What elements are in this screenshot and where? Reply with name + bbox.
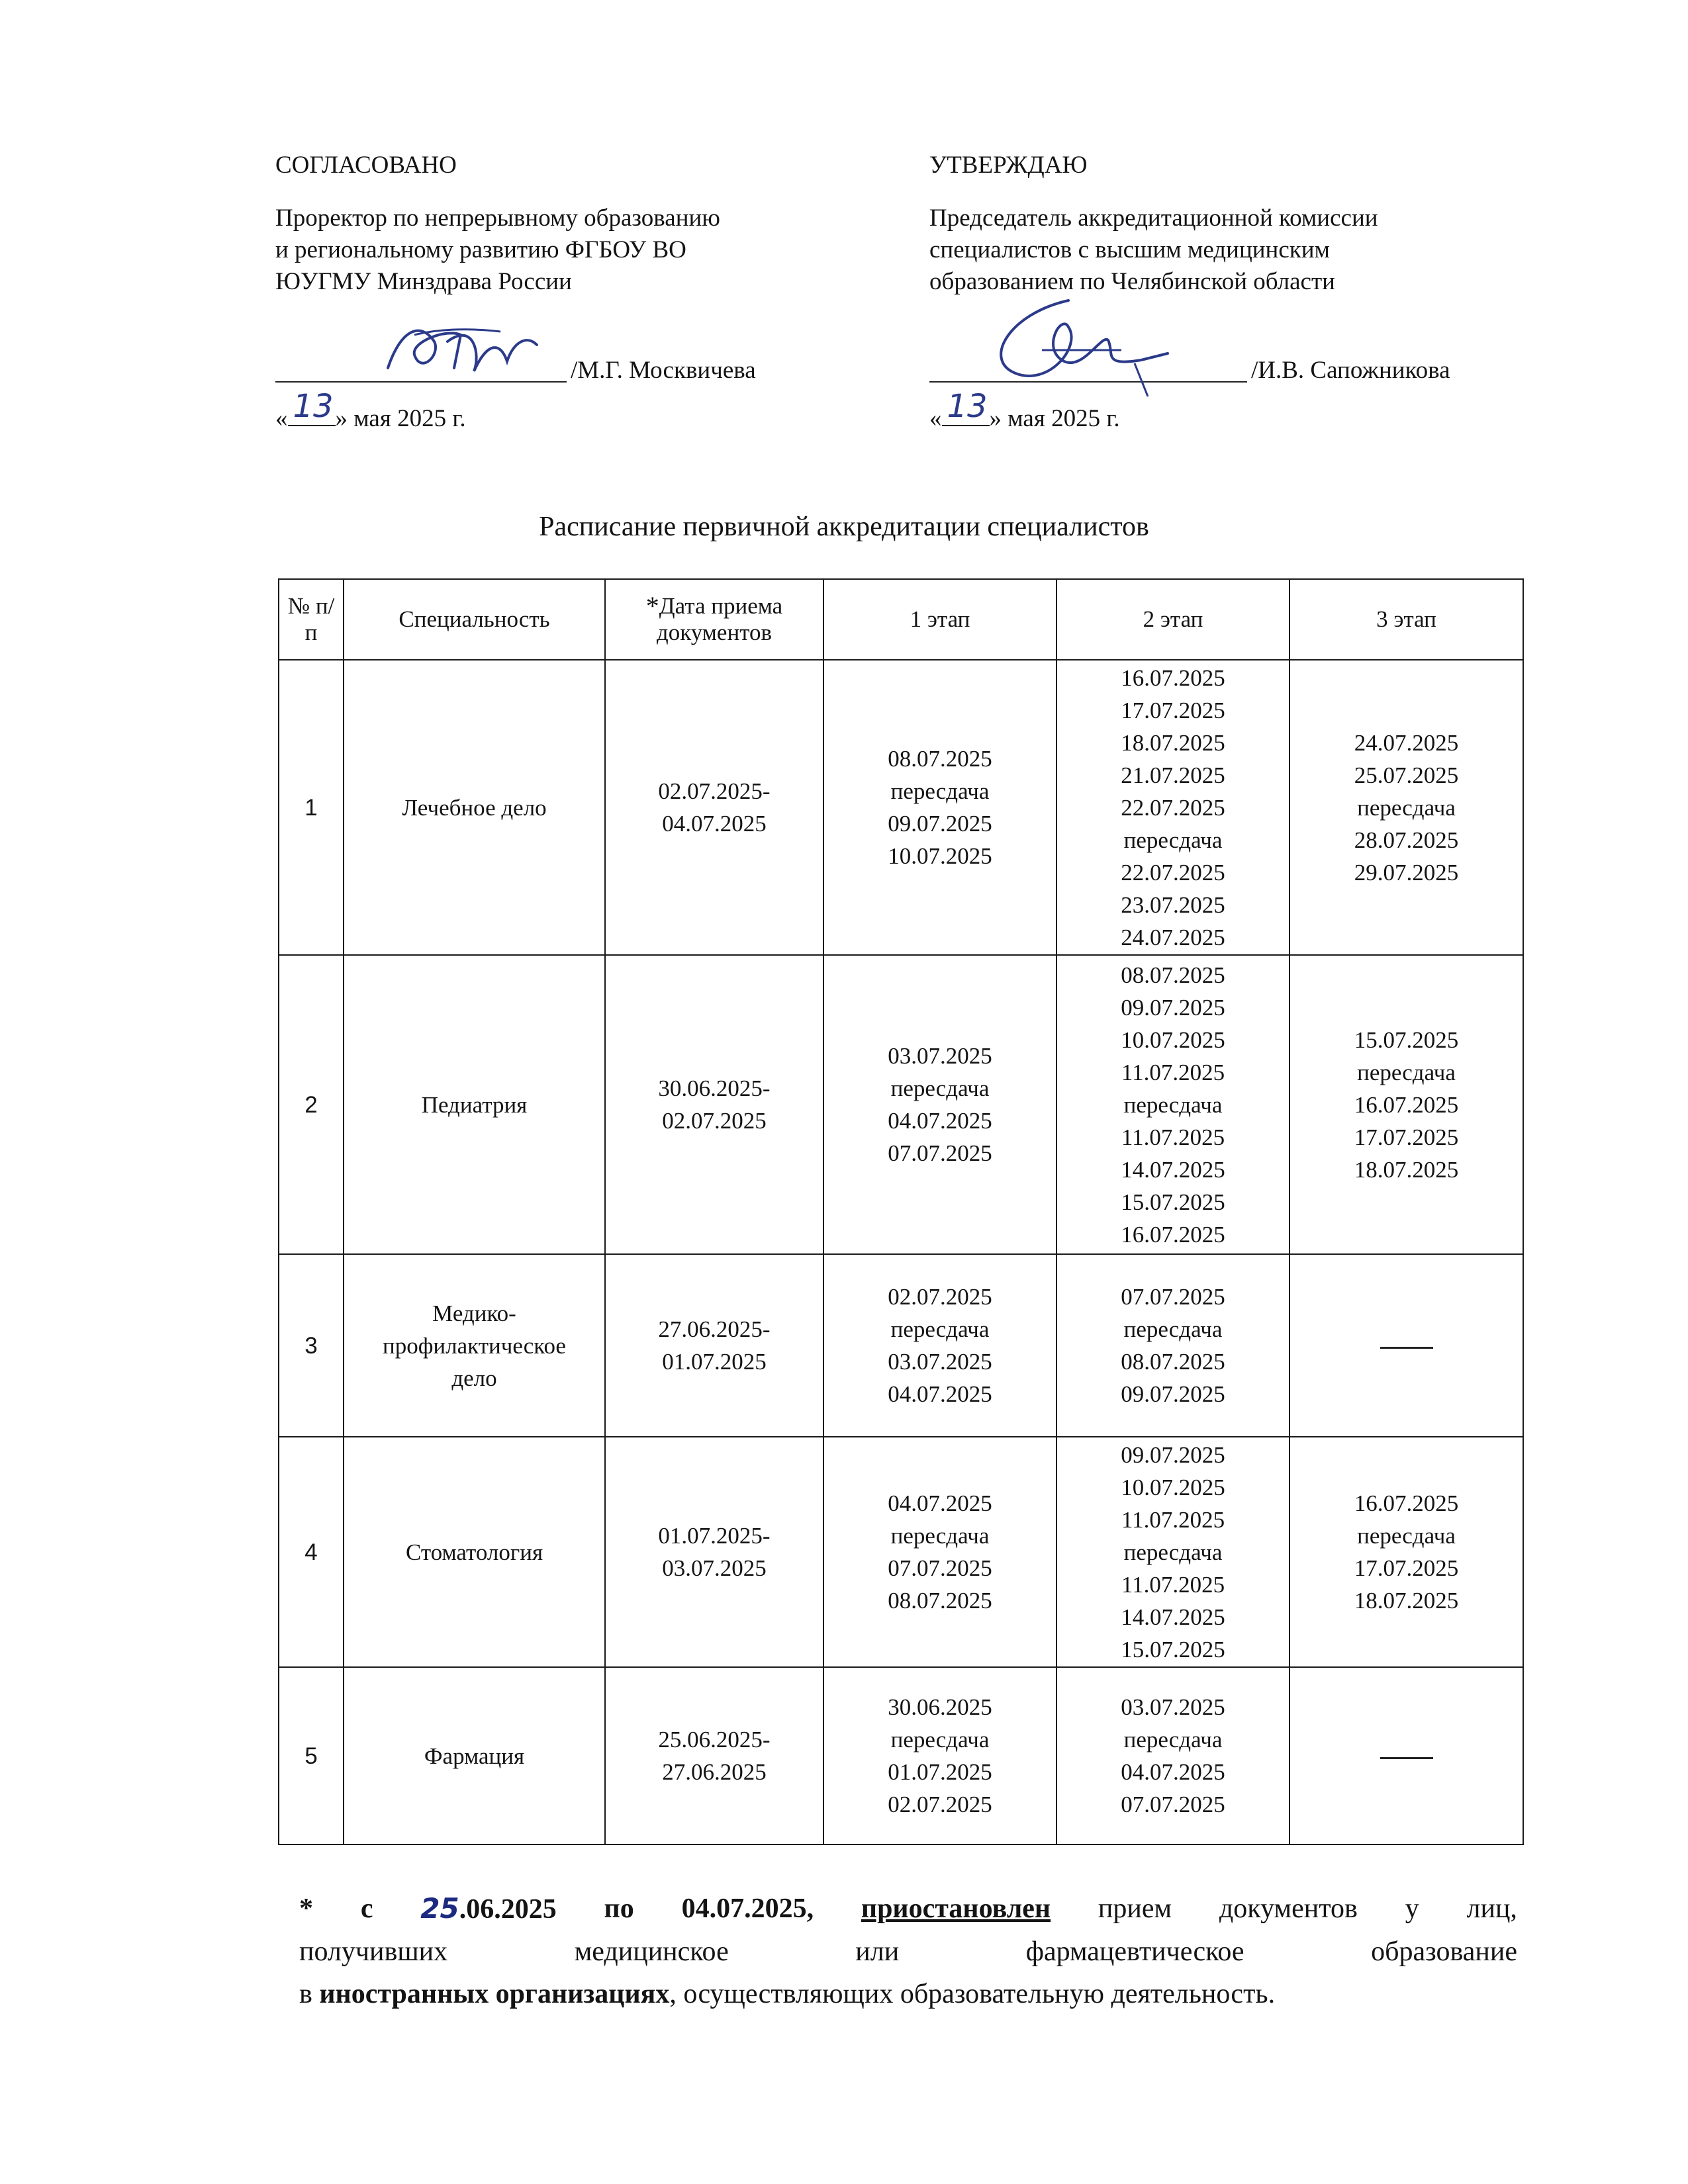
header-document-dates — [605, 579, 823, 660]
signer-name: /И.В. Сапожникова — [1251, 357, 1450, 384]
row-stage-1: 02.07.2025 пересдача 03.07.2025 04.07.2025 — [823, 1254, 1056, 1437]
date-month-year: » мая 2025 г. — [989, 405, 1120, 432]
dash-mark — [1380, 1757, 1433, 1759]
footnote-word: прием — [1098, 1893, 1172, 1924]
footnote-line-3 — [299, 1973, 1517, 2015]
approval-heading: СОГЛАСОВАНО — [275, 152, 457, 179]
row-stage-2: 16.07.2025 17.07.2025 18.07.2025 21.07.2025 22.07.2025 пересдача 22.07.2025 23.07.2025 24.07.2025 — [1056, 660, 1289, 955]
row-number: 4 — [279, 1437, 344, 1667]
row-document-dates: 01.07.2025- 03.07.2025 — [605, 1437, 823, 1667]
row-stage-2: 08.07.2025 09.07.2025 10.07.2025 11.07.2025 пересдача 11.07.2025 14.07.2025 15.07.2025 16.07.2025 — [1056, 955, 1289, 1254]
table-header-row — [279, 579, 1523, 660]
row-stage-3: 15.07.2025 пересдача 16.07.2025 17.07.2025 18.07.2025 — [1289, 955, 1523, 1254]
table-row — [279, 955, 1523, 1254]
header-number: № п/п — [279, 579, 344, 660]
row-stage-1: 03.07.2025 пересдача 04.07.2025 07.07.2025 — [823, 955, 1056, 1254]
handwritten-correction: 25 — [420, 1892, 459, 1925]
row-stage-2: 09.07.2025 10.07.2025 11.07.2025 пересдача 11.07.2025 14.07.2025 15.07.2025 — [1056, 1437, 1289, 1667]
document-title: Расписание первичной аккредитации специалистов — [539, 512, 1149, 542]
footnote-text: , осуществляющих образовательную деятельность. — [669, 1979, 1276, 2009]
row-document-dates: 25.06.2025- 27.06.2025 — [605, 1667, 823, 1844]
footnote-end-date — [682, 1888, 814, 1931]
approval-date — [929, 388, 1120, 433]
handwritten-signature — [375, 315, 547, 388]
schedule-table — [278, 578, 1524, 1845]
footnote-word: по — [604, 1893, 634, 1924]
row-specialty: Медико- профилактическое дело — [344, 1254, 605, 1437]
footnote-line-2 — [299, 1931, 1517, 1973]
row-specialty: Фармация — [344, 1667, 605, 1844]
row-stage-1: 04.07.2025 пересдача 07.07.2025 08.07.2025 — [823, 1437, 1056, 1667]
footnote-word: лиц, — [1466, 1893, 1517, 1924]
row-number: 3 — [279, 1254, 344, 1437]
approver-role: Председатель аккредитационной комиссии специалистов с высшим медицинским образованием по Челябинской области — [929, 205, 1378, 295]
signature-line — [275, 347, 871, 387]
row-specialty: Лечебное дело — [344, 660, 605, 955]
row-specialty: Стоматология — [344, 1437, 605, 1667]
footnote-start-date-rest: .06.2025 — [459, 1894, 557, 1925]
row-stage-3: 24.07.2025 25.07.2025 пересдача 28.07.2025 29.07.2025 — [1289, 660, 1523, 955]
footnote — [299, 1888, 1517, 2015]
approval-heading: УТВЕРЖДАЮ — [929, 152, 1088, 179]
date-quote-open: « — [929, 405, 942, 432]
footnote-word: с — [360, 1893, 373, 1924]
footnote-word: медицинское — [574, 1936, 729, 1967]
row-number: 5 — [279, 1667, 344, 1844]
date-day-handwritten: 13 — [942, 400, 990, 426]
row-specialty: Педиатрия — [344, 955, 605, 1254]
footnote-foreign-organizations: иностранных организациях — [319, 1979, 670, 2009]
footnote-word: документов — [1219, 1893, 1358, 1924]
dash-mark — [1380, 1347, 1433, 1349]
footnote-suspended: приостановлен — [861, 1893, 1051, 1924]
table-row — [279, 660, 1523, 955]
row-document-dates: 02.07.2025- 04.07.2025 — [605, 660, 823, 955]
footnote-word: фармацевтическое — [1025, 1936, 1244, 1967]
signer-name: /М.Г. Москвичева — [571, 357, 756, 384]
date-quote-open: « — [275, 405, 288, 432]
date-day-handwritten: 13 — [288, 400, 336, 426]
table-row — [279, 1667, 1523, 1844]
row-number: 1 — [279, 660, 344, 955]
row-number: 2 — [279, 955, 344, 1254]
signature-line — [929, 347, 1525, 387]
approval-approved-block — [929, 150, 1525, 387]
approver-role: Проректор по непрерывному образованию и региональному развитию ФГБОУ ВО ЮУГМУ Минздрава России — [275, 205, 720, 295]
asterisk-mark: * — [645, 591, 659, 621]
footnote-line-1 — [299, 1888, 1517, 1931]
row-stage-3-empty — [1289, 1667, 1523, 1844]
row-stage-2: 03.07.2025 пересдача 04.07.2025 07.07.2025 — [1056, 1667, 1289, 1844]
date-month-year: » мая 2025 г. — [335, 405, 466, 432]
row-stage-3: 16.07.2025 пересдача 17.07.2025 18.07.2025 — [1289, 1437, 1523, 1667]
table-row — [279, 1437, 1523, 1667]
approval-date — [275, 388, 466, 433]
header-stage-1: 1 этап — [823, 579, 1056, 660]
footnote-word: или — [855, 1936, 900, 1967]
table-row — [279, 1254, 1523, 1437]
row-document-dates: 30.06.2025- 02.07.2025 — [605, 955, 823, 1254]
footnote-word: у — [1405, 1893, 1419, 1924]
footnote-end-date-value: 04.07.2025, — [681, 1893, 814, 1924]
header-stage-2: 2 этап — [1056, 579, 1289, 660]
footnote-text: в — [299, 1979, 320, 2009]
row-stage-3-empty — [1289, 1254, 1523, 1437]
row-stage-2: 07.07.2025 пересдача 08.07.2025 09.07.2025 — [1056, 1254, 1289, 1437]
footnote-word: получивших — [299, 1936, 448, 1967]
approval-agreed-block — [275, 150, 871, 387]
row-stage-1: 30.06.2025 пересдача 01.07.2025 02.07.2025 — [823, 1667, 1056, 1844]
header-document-dates-label: Дата приема документов — [656, 593, 783, 645]
header-stage-3: 3 этап — [1289, 579, 1523, 660]
row-stage-1: 08.07.2025 пересдача 09.07.2025 10.07.2025 — [823, 660, 1056, 955]
row-document-dates: 27.06.2025- 01.07.2025 — [605, 1254, 823, 1437]
footnote-start-date — [420, 1888, 556, 1931]
handwritten-signature — [969, 287, 1181, 400]
header-specialty: Специальность — [344, 579, 605, 660]
footnote-asterisk: * — [299, 1893, 313, 1924]
footnote-word: образование — [1371, 1936, 1517, 1967]
